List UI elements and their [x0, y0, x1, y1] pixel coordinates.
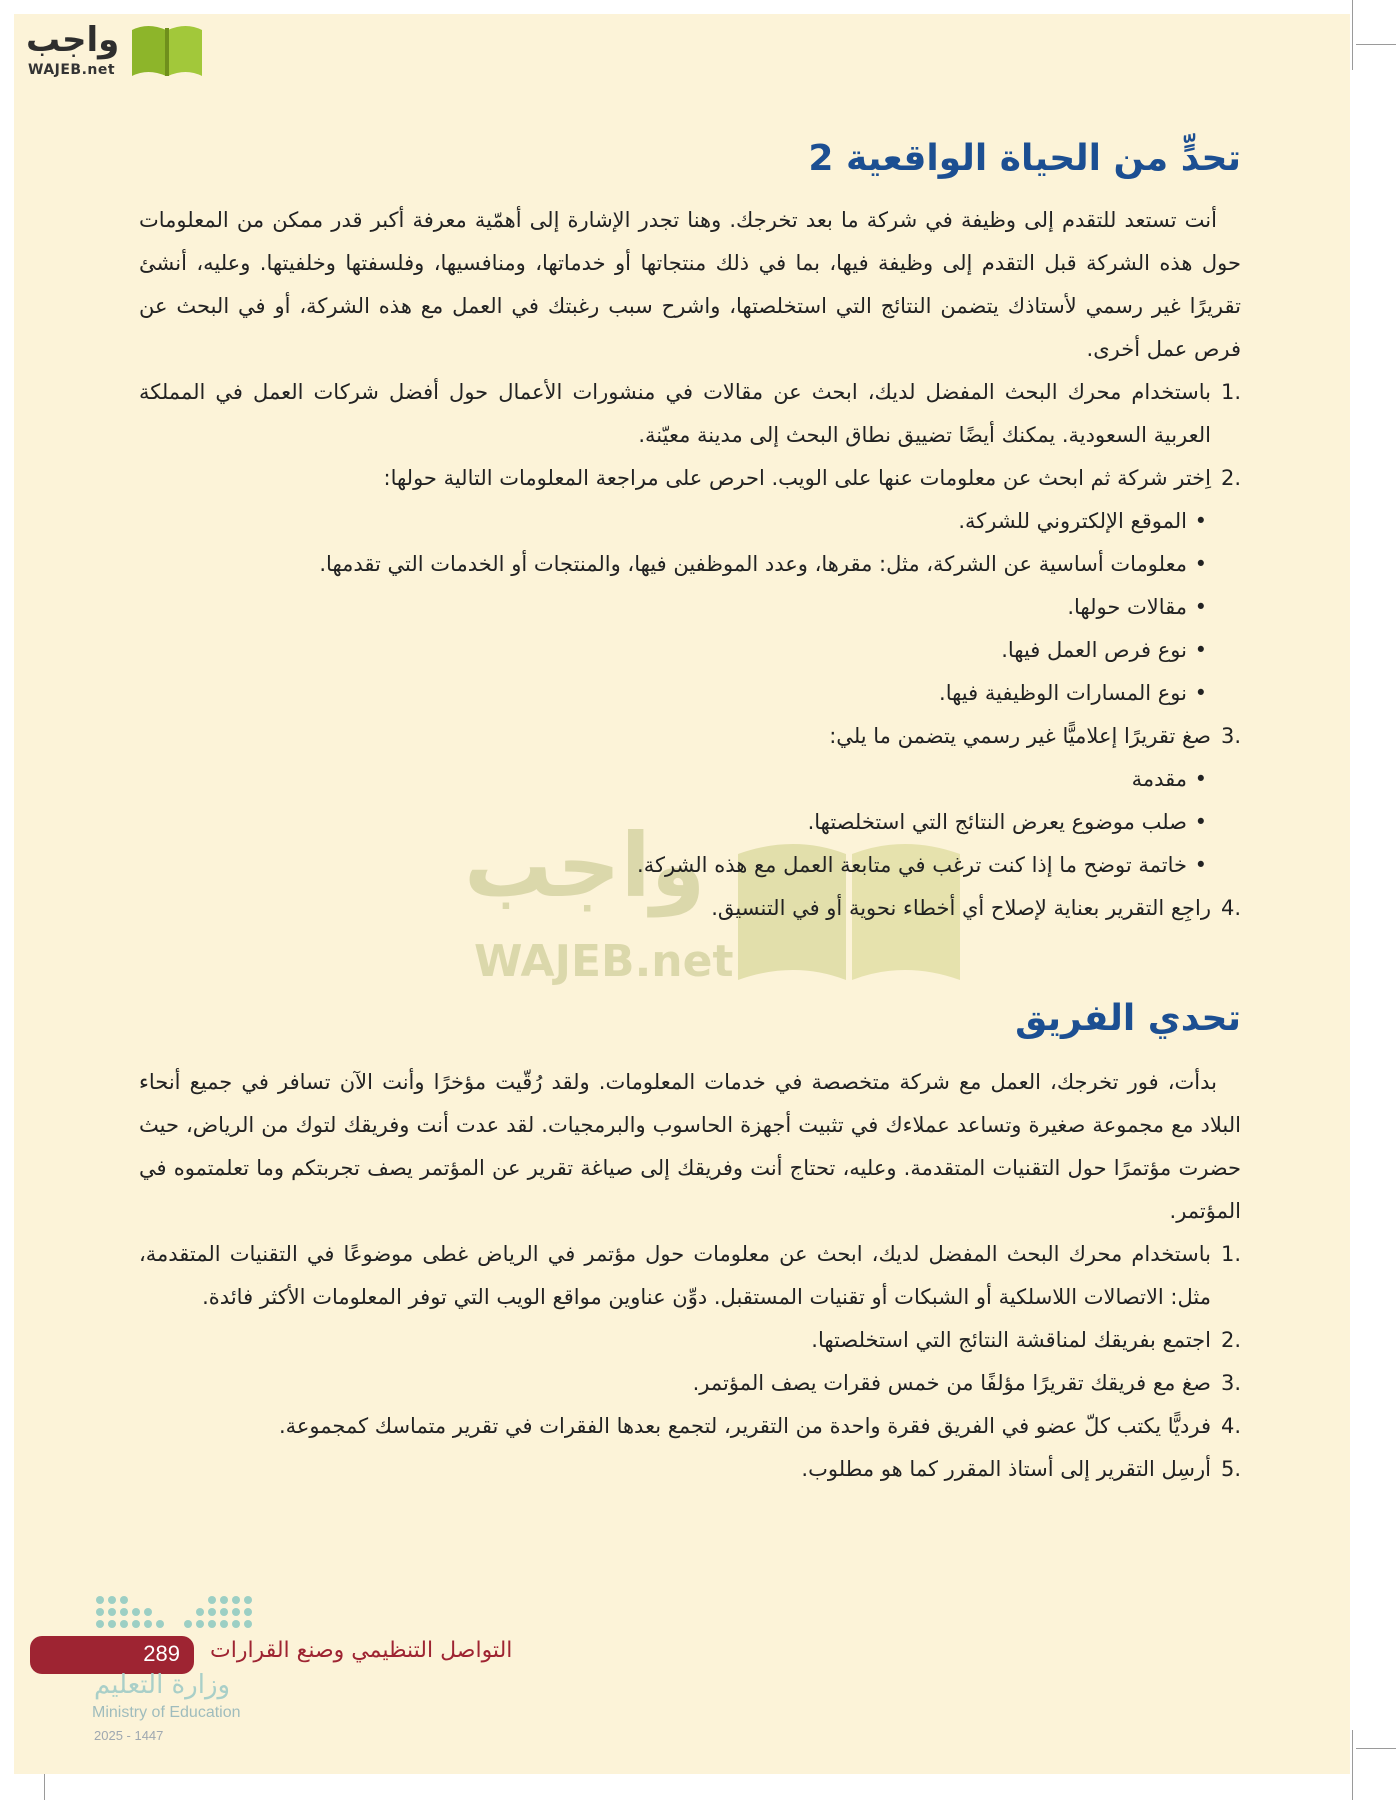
- item-number: 1.: [1220, 1242, 1241, 1266]
- item-text: صغ مع فريقك تقريرًا مؤلفًا من خمس فقرات يصف المؤتمر.: [692, 1371, 1211, 1395]
- bullet-item: • صلب موضوع يعرض النتائج التي استخلصتها.: [139, 801, 1211, 844]
- list-item: [139, 457, 1241, 715]
- list-item: [139, 1405, 1241, 1448]
- item-number: 2.: [1220, 1328, 1241, 1352]
- steps-list: [139, 371, 1241, 930]
- page-number: 289: [143, 1641, 180, 1666]
- item-number: 2.: [1220, 466, 1241, 490]
- page-number-badge: [30, 1636, 194, 1674]
- section-intro: أنت تستعد للتقدم إلى وظيفة في شركة ما بعد تخرجك. وهنا تجدر الإشارة إلى أهمّية معرفة أكبر قدر ممكن من المعلومات حول هذه الشركة قبل التقدم إلى وظيفة فيها، بما في ذلك منتجاتها أو خدماتها، ومنافسيها، وفلسفتها وخلفيتها. وعليه، أنشئ تقريرًا غير رسمي لأستاذك يتضمن النتائج التي استخلصتها، واشرح سبب رغبتك في العمل مع هذه الشركة، أو في البحث عن فرص عمل أخرى.: [139, 208, 1241, 361]
- section-title: تحدي الفريق: [1015, 998, 1241, 1039]
- list-item: [139, 371, 1241, 457]
- ministry-arabic: وزارة التعليم: [94, 1670, 231, 1700]
- section-real-life-challenge: [139, 138, 1241, 930]
- bullet-item: • نوع فرص العمل فيها.: [139, 629, 1211, 672]
- book-icon: [128, 22, 206, 78]
- item-number: 5.: [1220, 1457, 1241, 1481]
- list-item: [139, 1362, 1241, 1405]
- ministry-dots-icon: [92, 1594, 262, 1638]
- item-text: باستخدام محرك البحث المفضل لديك، ابحث عن معلومات حول مؤتمر في الرياض غطى موضوعًا في التقنيات المتقدمة، مثل: الاتصالات اللاسلكية أو الشبكات أو تقنيات المستقبل. دوِّن عناوين مواقع الويب التي توفر المعلومات الأكثر فائدة.: [139, 1242, 1211, 1309]
- logo-arabic-text: واجب: [26, 20, 120, 60]
- list-item: [139, 1233, 1241, 1319]
- bullet-list: [139, 500, 1211, 715]
- bullet-item: • نوع المسارات الوظيفية فيها.: [139, 672, 1211, 715]
- crop-mark: [1356, 1748, 1396, 1749]
- item-text: اجتمع بفريقك لمناقشة النتائج التي استخلصتها.: [811, 1328, 1211, 1352]
- book-title: التواصل التنظيمي وصنع القرارات: [210, 1638, 513, 1663]
- crop-mark: [1352, 1730, 1353, 1800]
- list-item: [139, 887, 1241, 930]
- crop-mark: [1352, 0, 1353, 70]
- bullet-item: • مقدمة: [139, 758, 1211, 801]
- bullet-list: [139, 758, 1211, 887]
- item-number: 1.: [1220, 380, 1241, 404]
- list-item: [139, 1319, 1241, 1362]
- textbook-page: [14, 14, 1350, 1774]
- bullet-item: • الموقع الإلكتروني للشركة.: [139, 500, 1211, 543]
- section-intro: بدأت، فور تخرجك، العمل مع شركة متخصصة في خدمات المعلومات. ولقد رُقّيت مؤخرًا وأنت الآن تسافر في جميع أنحاء البلاد مع مجموعة صغيرة وتساعد عملاءك في تثبيت أجهزة الحاسوب والبرمجيات. لقد عدت أنت وفريقك لتوك من الرياض، حيث حضرت مؤتمرًا حول التقنيات المتقدمة. وعليه، تحتاج أنت وفريقك إلى صياغة تقرير عن المؤتمر يصف تجربتكم وما تعلمتموه في المؤتمر.: [139, 1070, 1241, 1223]
- item-text: اِختر شركة ثم ابحث عن معلومات عنها على الويب. احرص على مراجعة المعلومات التالية حولها:: [383, 466, 1211, 490]
- logo-latin-text: WAJEB.net: [28, 62, 116, 78]
- item-number: 3.: [1220, 724, 1241, 748]
- bullet-item: • خاتمة توضح ما إذا كنت ترغب في متابعة العمل مع هذه الشركة.: [139, 844, 1211, 887]
- list-item: [139, 715, 1241, 887]
- watermark-latin: WAJEB.net: [474, 936, 734, 987]
- item-number: 4.: [1220, 896, 1241, 920]
- ministry-english: Ministry of Education: [92, 1704, 241, 1721]
- watermark-arabic: واجب: [464, 814, 706, 917]
- item-number: 3.: [1220, 1371, 1241, 1395]
- site-logo[interactable]: [24, 20, 204, 82]
- edition-year: 2025 - 1447: [94, 1728, 164, 1743]
- section-team-challenge: [139, 998, 1241, 1491]
- bullet-item: • مقالات حولها.: [139, 586, 1211, 629]
- bullet-item: • معلومات أساسية عن الشركة، مثل: مقرها، وعدد الموظفين فيها، والمنتجات أو الخدمات التي تقدمها.: [139, 543, 1211, 586]
- item-text: راجِع التقرير بعناية لإصلاح أي أخطاء نحوية أو في التنسيق.: [711, 896, 1211, 920]
- item-text: فرديًّا يكتب كلّ عضو في الفريق فقرة واحدة من التقرير، لتجمع بعدها الفقرات في تقرير متماسك كمجموعة.: [278, 1414, 1211, 1438]
- item-text: باستخدام محرك البحث المفضل لديك، ابحث عن مقالات في منشورات الأعمال حول أفضل شركات العمل في المملكة العربية السعودية. يمكنك أيضًا تضييق نطاق البحث إلى مدينة معيّنة.: [139, 380, 1211, 447]
- item-number: 4.: [1220, 1414, 1241, 1438]
- item-text: صغ تقريرًا إعلاميًّا غير رسمي يتضمن ما يلي:: [829, 724, 1211, 748]
- steps-list: [139, 1233, 1241, 1491]
- crop-mark: [1356, 44, 1396, 45]
- item-text: أرسِل التقرير إلى أستاذ المقرر كما هو مطلوب.: [801, 1457, 1211, 1481]
- list-item: [139, 1448, 1241, 1491]
- section-title: تحدٍّ من الحياة الواقعية 2: [808, 138, 1241, 179]
